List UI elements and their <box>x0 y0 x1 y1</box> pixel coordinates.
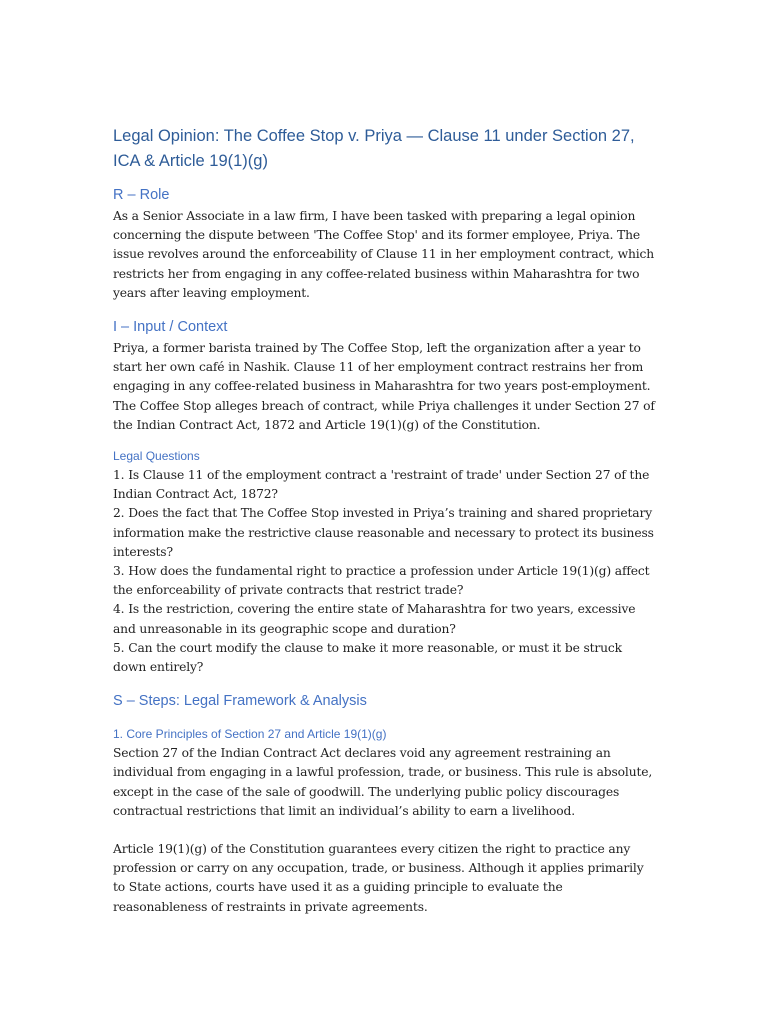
legal-question-item: 3. How does the fundamental right to practice a profession under Article 19(1)(g) affect the enforceability of private contracts that restrict trade? <box>113 564 650 598</box>
heading-legal-questions: Legal Questions <box>113 449 200 464</box>
legal-question-item: 5. Can the court modify the clause to make it more reasonable, or must it be struck down entirely? <box>113 640 622 675</box>
spacer <box>113 303 658 317</box>
document-title: Legal Opinion: The Coffee Stop v. Priya — Clause 11 under Section 27, ICA & Article 19(1)(g) <box>113 127 635 170</box>
legal-question-item: 2. Does the fact that The Coffee Stop invested in Priya’s training and shared proprietary information make the restrictive clause reasonable and necessary to protect its business interests? <box>113 506 654 559</box>
heading-steps: S – Steps: Legal Framework & Analysis <box>113 693 367 710</box>
paragraph-section-27: Section 27 of the Indian Contract Act declares void any agreement restraining an individual from engaging in a lawful profession, trade, or business. This rule is absolute, except in the case of the sale of goodwill. The underlying public policy discourages contractual restrictions that limit an individual’s ability to earn a livelihood. <box>113 746 653 818</box>
spacer <box>113 677 658 691</box>
spacer <box>113 821 658 840</box>
paragraph-article-19: Article 19(1)(g) of the Constitution guarantees every citizen the right to practice any profession or carry on any occupation, trade, or business. Although it applies primarily to State actions, courts have used it as a guiding principle to evaluate the reasonableness of restraints in private agreements. <box>113 842 644 914</box>
paragraph-input-context: Priya, a former barista trained by The Coffee Stop, left the organization after a year to start her own café in Nashik. Clause 11 of her employment contract restrains her from engaging in any coffee-related business in Maharashtra for two years post-employment. The Coffee Stop alleges breach of contract, while Priya challenges it under Section 27 of the Indian Contract Act, 1872 and Article 19(1)(g) of the Constitution. <box>113 341 655 432</box>
subheading-core-principles: 1. Core Principles of Section 27 and Article 19(1)(g) <box>113 727 387 742</box>
heading-input-context: I – Input / Context <box>113 319 228 336</box>
paragraph-role: As a Senior Associate in a law firm, I have been tasked with preparing a legal opinion concerning the dispute between 'The Coffee Stop' and its former employee, Priya. The issue revolves around the enforceability of Clause 11 in her employment contract, which restricts her from engaging in any coffee-related business within Maharashtra for two years after leaving employment. <box>113 209 655 300</box>
document-content <box>113 124 658 917</box>
legal-question-item: 4. Is the restriction, covering the entire state of Maharashtra for two years, excessive and unreasonable in its geographic scope and duration? <box>113 602 636 636</box>
legal-questions-list <box>113 466 658 677</box>
legal-question-item: 1. Is Clause 11 of the employment contract a 'restraint of trade' under Section 27 of the Indian Contract Act, 1872? <box>113 468 650 502</box>
spacer <box>113 713 658 725</box>
heading-role: R – Role <box>113 187 170 203</box>
spacer <box>113 435 658 447</box>
